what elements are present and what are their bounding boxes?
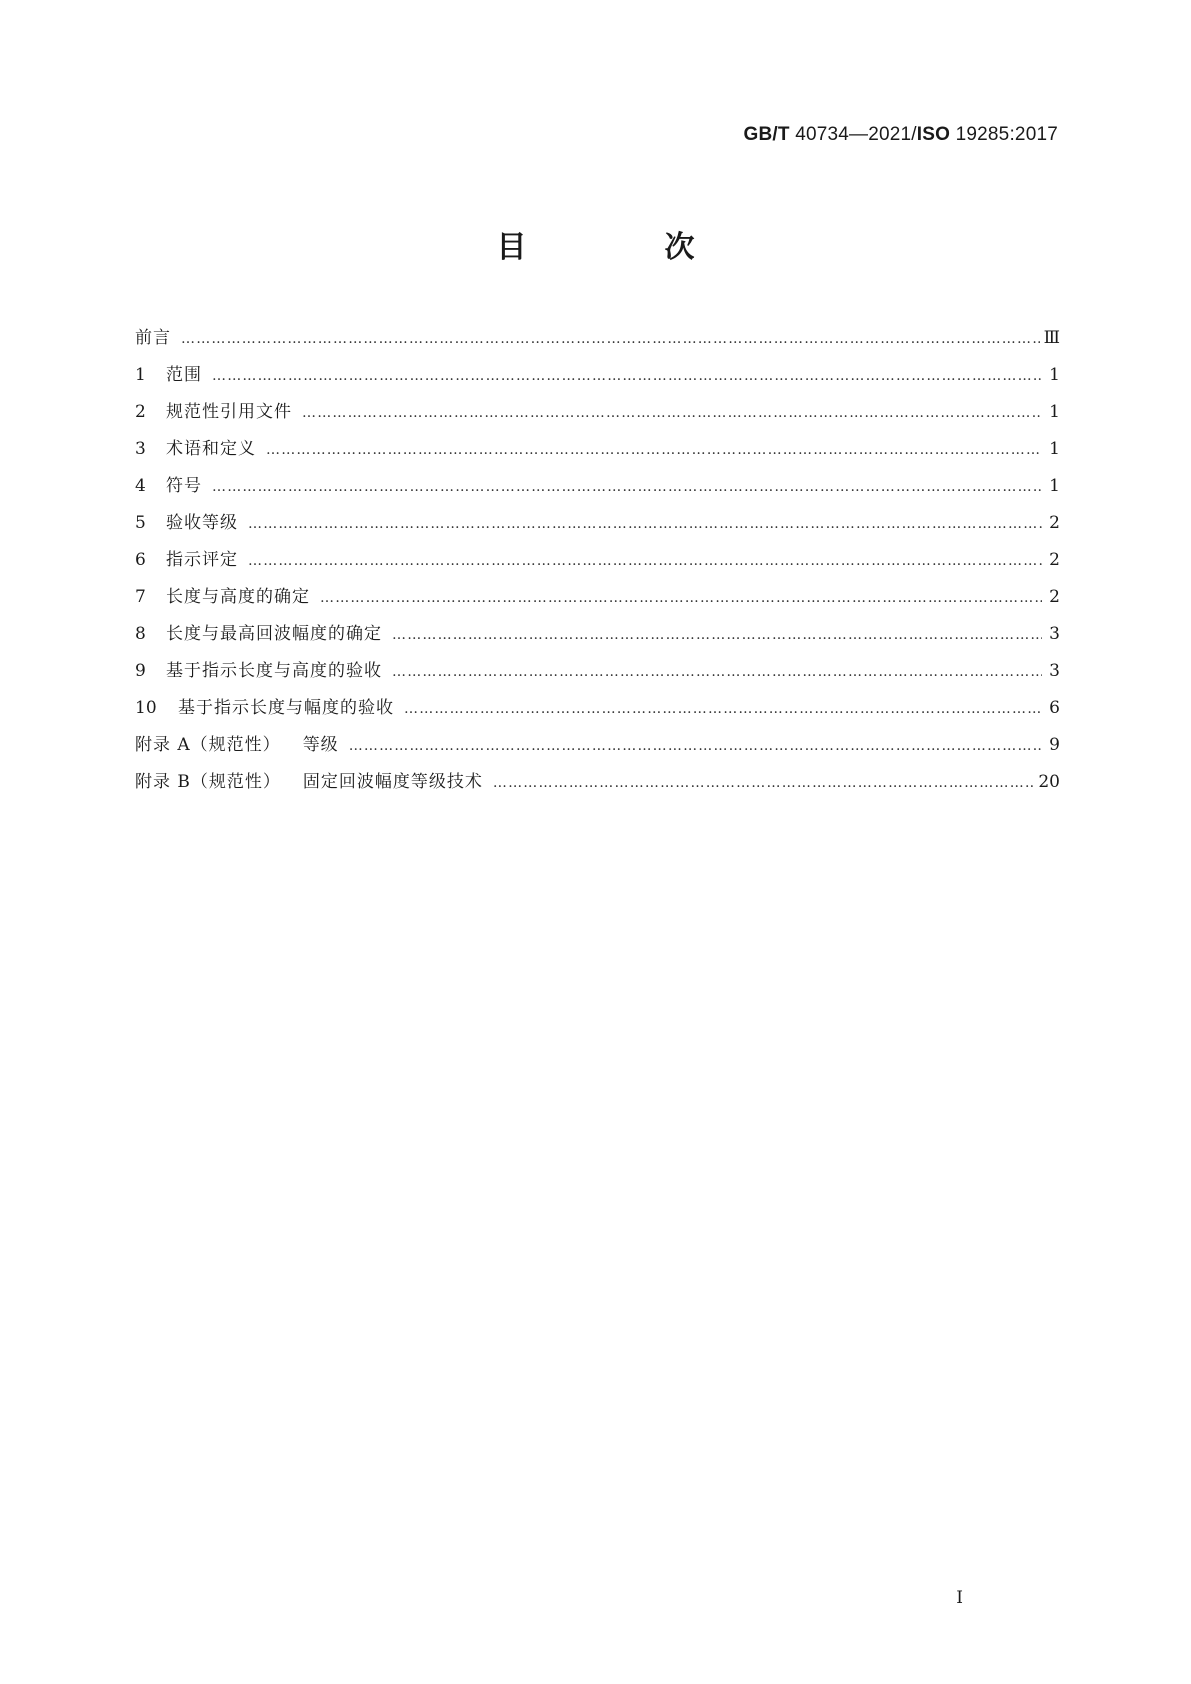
toc-entry-number: 5 bbox=[135, 513, 146, 533]
page-title: 目 次 bbox=[496, 230, 749, 265]
toc-entry-label: 验收等级 bbox=[166, 513, 238, 533]
annex-label: 附录 B（规范性） bbox=[135, 772, 281, 792]
toc-entry-label: 前言 bbox=[135, 328, 171, 348]
toc-leader-dots bbox=[392, 627, 1042, 643]
toc-entry-label: 规范性引用文件 bbox=[166, 402, 292, 422]
toc-entry-page: 2 bbox=[1049, 550, 1060, 570]
toc-entry-number: 1 bbox=[135, 365, 146, 385]
toc-entry-page: 2 bbox=[1049, 587, 1060, 607]
toc-entry-page: 1 bbox=[1049, 402, 1060, 422]
standard-year: 40734—2021/ bbox=[795, 124, 917, 145]
toc-entry-label: 长度与高度的确定 bbox=[166, 587, 310, 607]
toc-leader-dots bbox=[392, 664, 1042, 680]
iso-code: ISO bbox=[916, 124, 951, 145]
toc-entry-page: 3 bbox=[1049, 624, 1060, 644]
toc-entry-foreword[interactable] bbox=[135, 323, 1060, 360]
toc-leader-dots bbox=[349, 738, 1042, 754]
annex-title: 固定回波幅度等级技术 bbox=[302, 772, 483, 792]
toc-leader-dots bbox=[493, 775, 1034, 791]
toc-entry-number: 4 bbox=[135, 476, 146, 496]
toc-entry-page: 1 bbox=[1049, 365, 1060, 385]
toc-leader-dots bbox=[320, 590, 1042, 606]
toc-entry-8[interactable] bbox=[135, 619, 1060, 656]
toc-entry-label: 范围 bbox=[166, 365, 202, 385]
standard-code: GB/T bbox=[743, 124, 790, 145]
toc-entry-label: 长度与最高回波幅度的确定 bbox=[166, 624, 382, 644]
toc-entry-number: 6 bbox=[135, 550, 146, 570]
toc-leader-dots bbox=[248, 553, 1042, 569]
toc-entry-label: 符号 bbox=[166, 476, 202, 496]
toc-entry-page: Ⅲ bbox=[1043, 328, 1060, 348]
annex-title: 等级 bbox=[302, 735, 339, 755]
toc-entry-number: 7 bbox=[135, 587, 146, 607]
toc-entry-1[interactable] bbox=[135, 360, 1060, 397]
toc-entry-2[interactable] bbox=[135, 397, 1060, 434]
toc-entry-3[interactable] bbox=[135, 434, 1060, 471]
toc-entry-page: 9 bbox=[1049, 735, 1060, 755]
toc-leader-dots bbox=[404, 701, 1042, 717]
toc-entry-page: 6 bbox=[1049, 698, 1060, 718]
page-number: I bbox=[956, 1588, 963, 1608]
toc-entry-9[interactable] bbox=[135, 656, 1060, 693]
toc-entry-annex-b[interactable] bbox=[135, 767, 1060, 804]
standard-number-header bbox=[744, 124, 1058, 146]
toc-entry-label bbox=[135, 767, 483, 792]
toc-entry-6[interactable] bbox=[135, 545, 1060, 582]
toc-leader-dots bbox=[181, 331, 1040, 347]
toc-entry-number: 9 bbox=[135, 661, 146, 681]
toc-entry-label bbox=[135, 730, 339, 755]
toc-entry-number: 10 bbox=[135, 698, 157, 718]
toc-leader-dots bbox=[302, 405, 1042, 421]
toc-entry-label: 指示评定 bbox=[166, 550, 238, 570]
annex-label: 附录 A（规范性） bbox=[135, 735, 281, 755]
toc-entry-page: 1 bbox=[1049, 439, 1060, 459]
toc-entry-number: 2 bbox=[135, 402, 146, 422]
table-of-contents bbox=[135, 323, 1060, 804]
toc-entry-label: 术语和定义 bbox=[166, 439, 256, 459]
toc-entry-4[interactable] bbox=[135, 471, 1060, 508]
toc-entry-5[interactable] bbox=[135, 508, 1060, 545]
toc-leader-dots bbox=[212, 368, 1042, 384]
toc-leader-dots bbox=[212, 479, 1042, 495]
toc-entry-10[interactable] bbox=[135, 693, 1060, 730]
toc-entry-page: 2 bbox=[1049, 513, 1060, 533]
iso-number: 19285:2017 bbox=[955, 124, 1058, 145]
toc-entry-label: 基于指示长度与高度的验收 bbox=[166, 661, 382, 681]
toc-leader-dots bbox=[266, 442, 1042, 458]
toc-entry-page: 20 bbox=[1038, 772, 1060, 792]
toc-entry-7[interactable] bbox=[135, 582, 1060, 619]
toc-entry-number: 8 bbox=[135, 624, 146, 644]
toc-entry-page: 3 bbox=[1049, 661, 1060, 681]
toc-entry-page: 1 bbox=[1049, 476, 1060, 496]
toc-leader-dots bbox=[248, 516, 1042, 532]
toc-entry-number: 3 bbox=[135, 439, 146, 459]
toc-entry-annex-a[interactable] bbox=[135, 730, 1060, 767]
toc-entry-label: 基于指示长度与幅度的验收 bbox=[178, 698, 394, 718]
